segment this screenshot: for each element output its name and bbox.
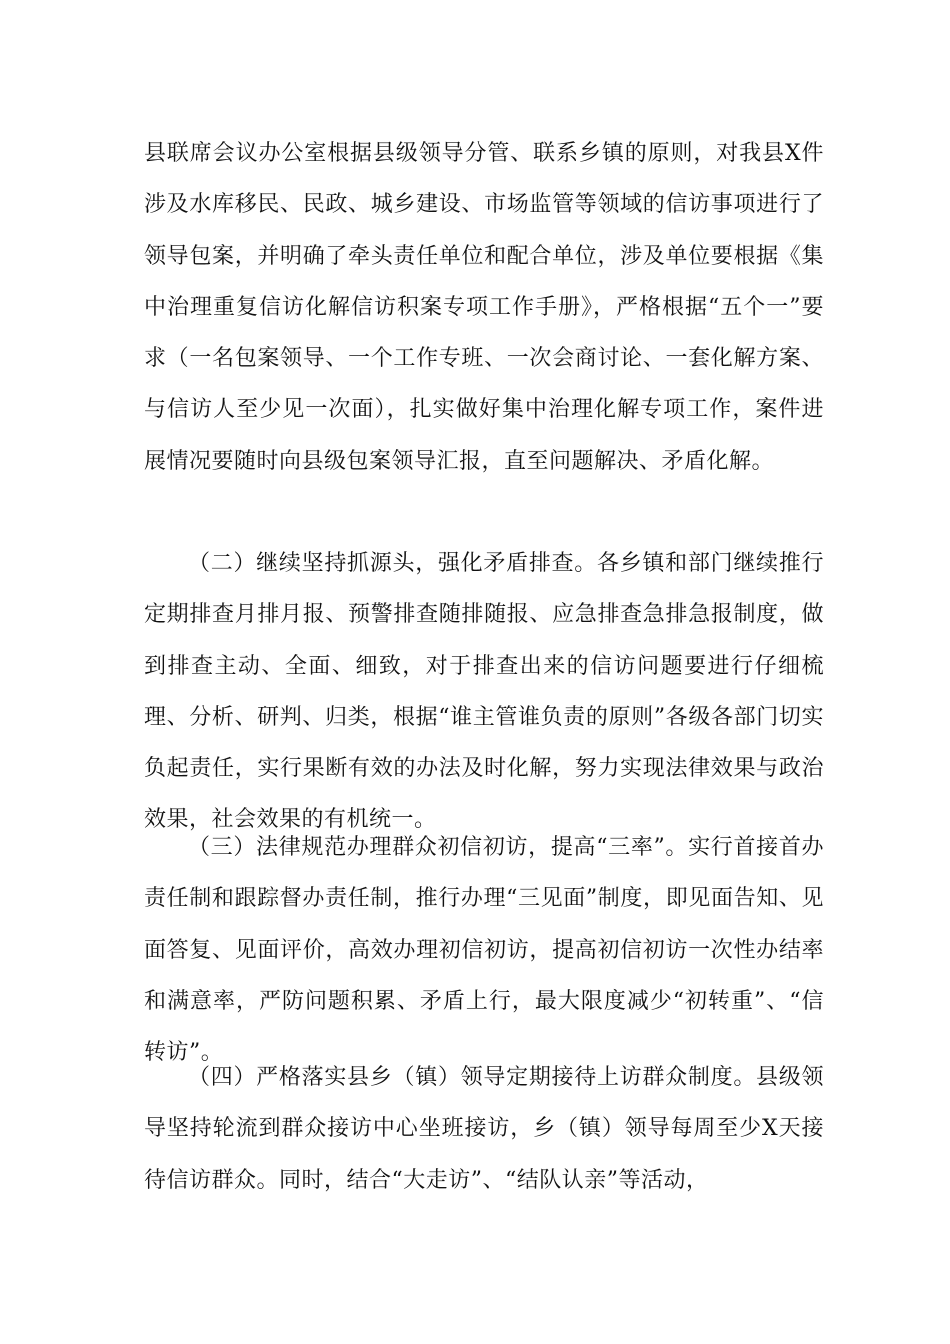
paragraph-leader-reception: （四）严格落实县乡（镇）领导定期接待上访群众制度。县级领导坚持轮流到群众接访中心坐班接访，乡（镇）领导每周至少X天接待信访群众。同时，结合“大走访”、“结队认亲”等活动， [144, 1065, 824, 1193]
paragraph-initial-petitions: （三）法律规范办理群众初信初访，提高“三率”。实行首接首办责任制和跟踪督办责任制，推行办理“三见面”制度，即见面告知、见面答复、见面评价，高效办理初信初访，提高初信初访一次性办结率和满意率，严防问题积累、矛盾上行，最大限度减少“初转重”、“信转访”。 [144, 835, 824, 1066]
paragraph-leadership-case-handling: 县联席会议办公室根据县级领导分管、联系乡镇的原则，对我县X件涉及水库移民、民政、城乡建设、市场监管等领域的信访事项进行了领导包案，并明确了牵头责任单位和配合单位，涉及单位要根据《集中治理重复信访化解信访积案专项工作手册》，严格根据“五个一”要求（一名包案领导、一个工作专班、一次会商讨论、一套化解方案、与信访人至少见一次面），扎实做好集中治理化解专项工作，案件进展情况要随时向县级包案领导汇报，直至问题解决、矛盾化解。 [144, 141, 824, 474]
paragraph-conflict-screening: （二）继续坚持抓源头，强化矛盾排查。各乡镇和部门继续推行定期排查月排月报、预警排查随排随报、应急排查急排急报制度，做到排查主动、全面、细致，对于排查出来的信访问题要进行仔细梳理、分析、研判、归类，根据“谁主管谁负责的原则”各级各部门切实负起责任，实行果断有效的办法及时化解，努力实现法律效果与政治效果，社会效果的有机统一。 [144, 551, 824, 833]
